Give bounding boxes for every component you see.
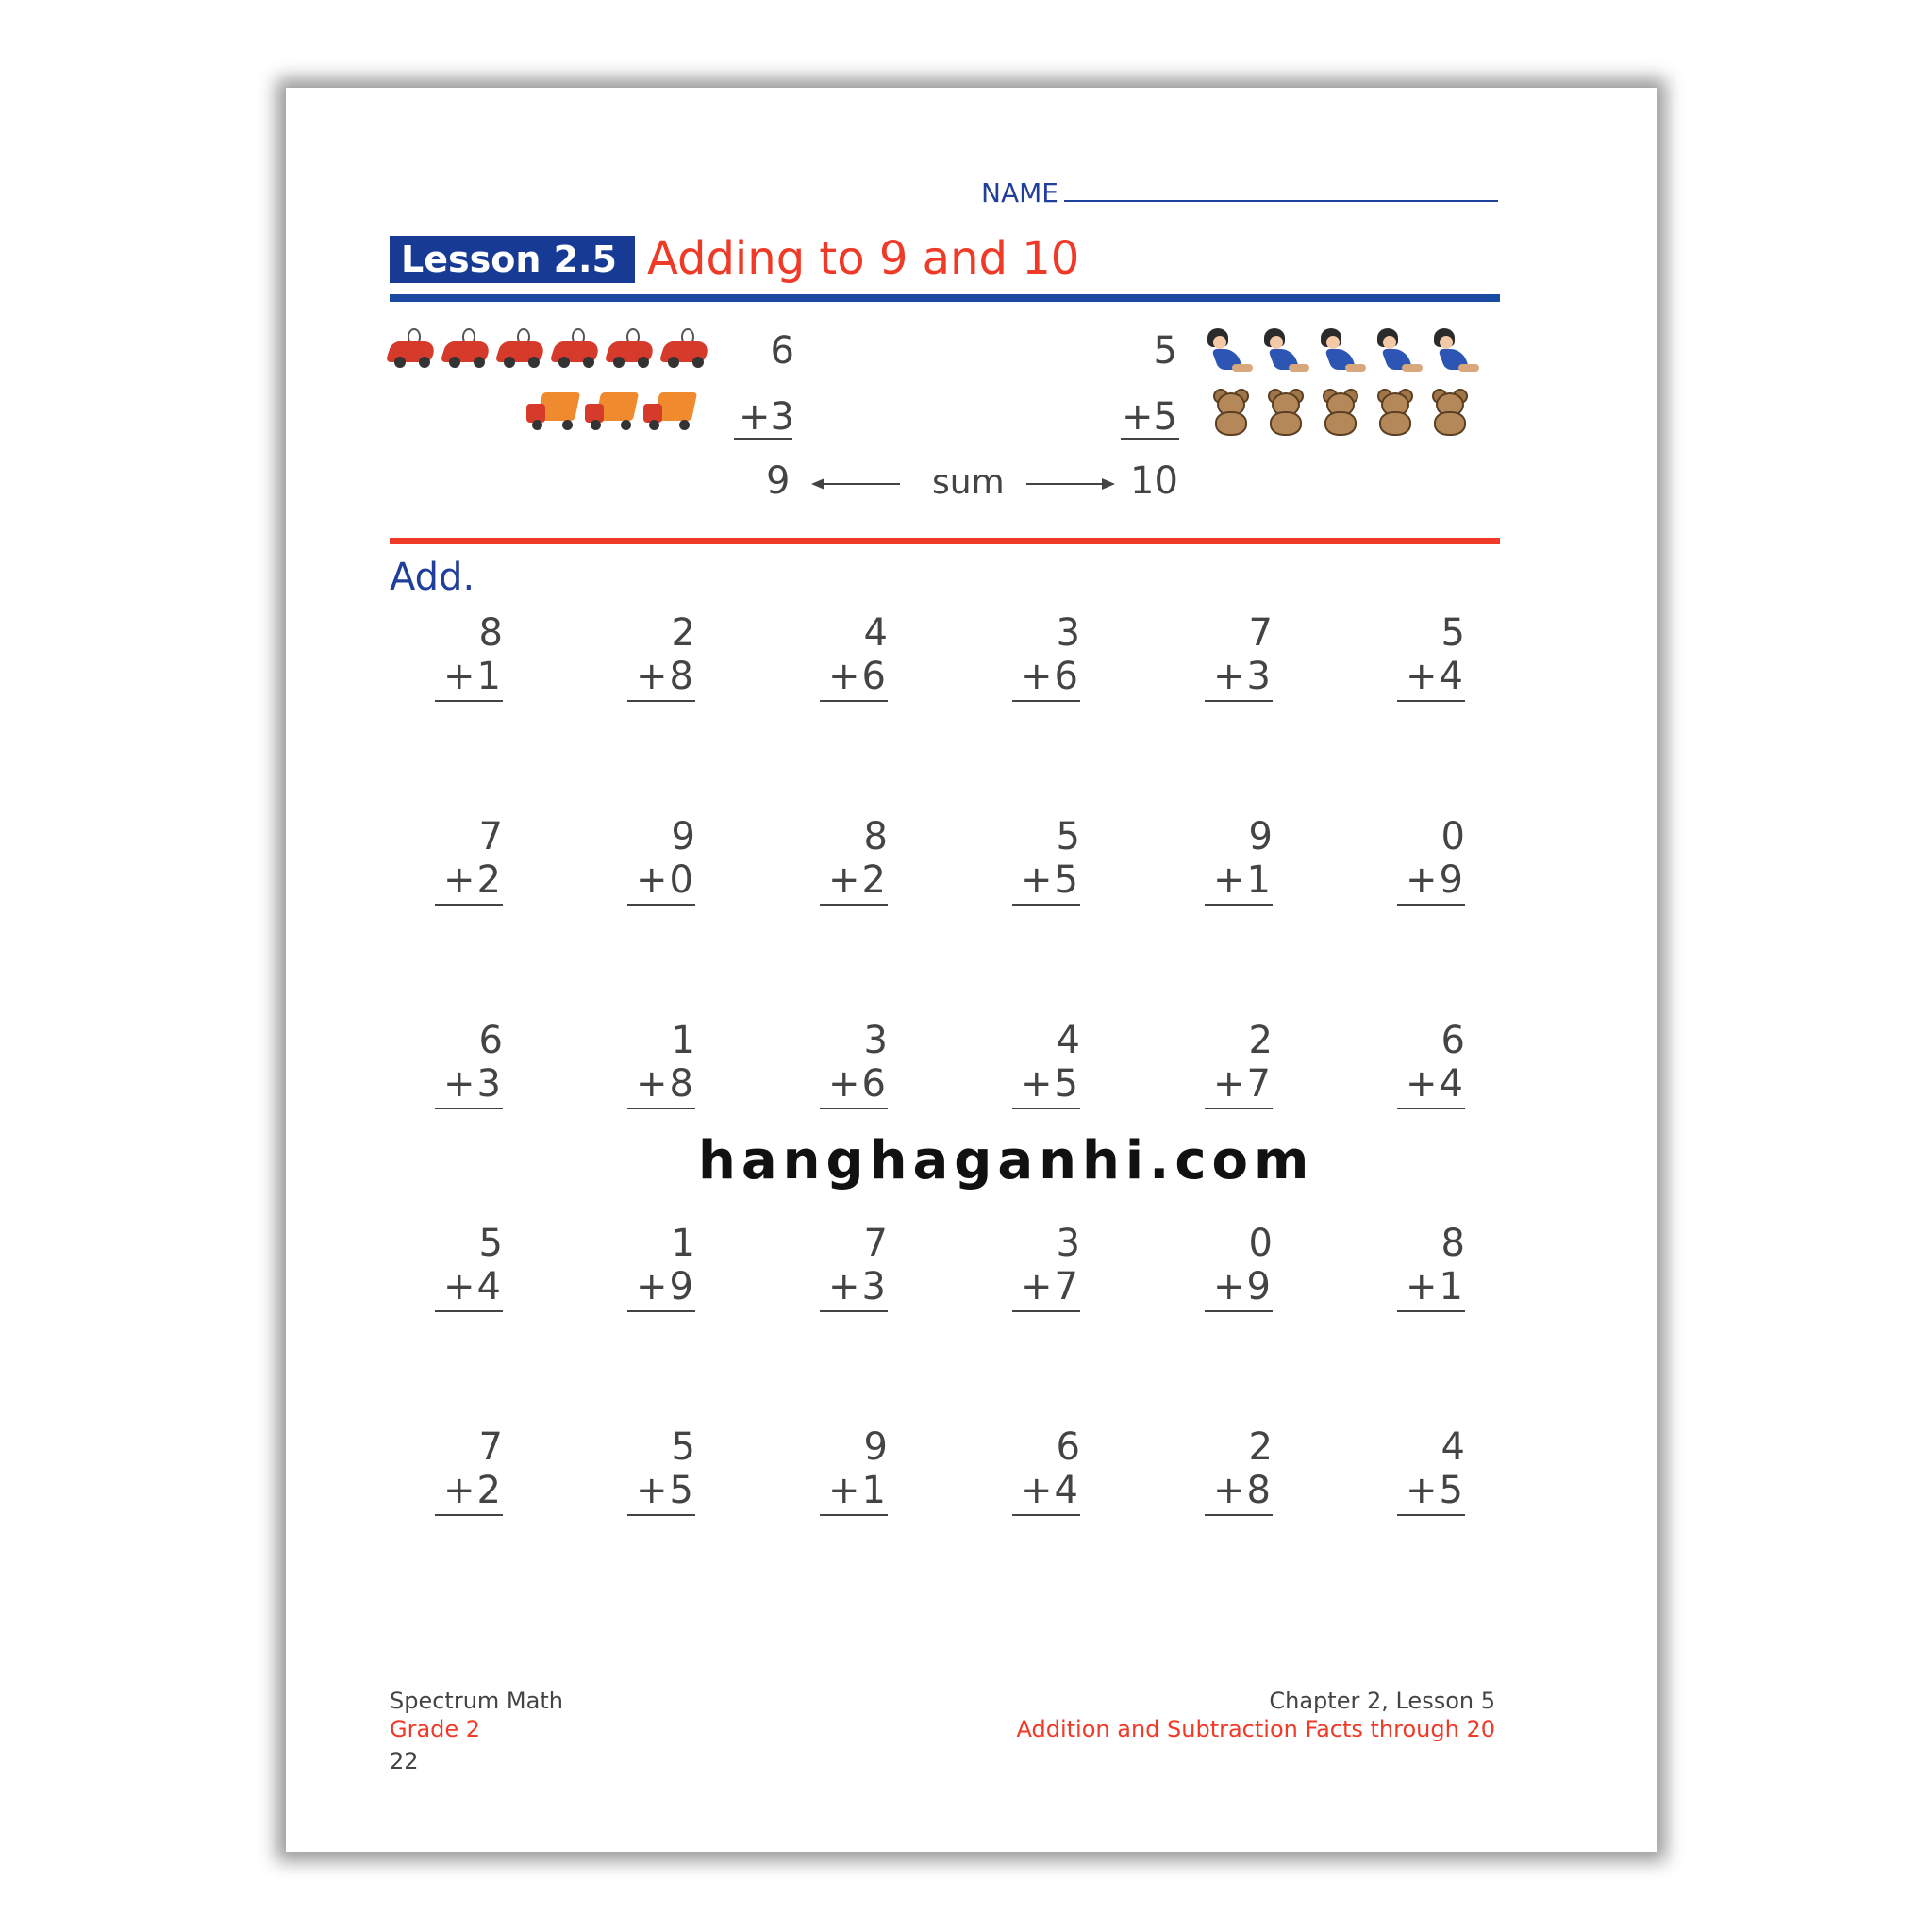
addition-problem [822,611,888,702]
doll-icon [1375,326,1426,375]
example-right-sum-line [1121,438,1179,440]
truck-icon [643,389,696,432]
problem-addend-bottom: +4 [1406,655,1465,698]
addition-problem [1207,815,1273,906]
watermark-text: hanghaganhi.com [698,1130,1315,1191]
answer-line[interactable] [1012,1108,1080,1109]
answer-line[interactable] [1012,1514,1080,1516]
problem-addend-bottom: +3 [1213,655,1273,698]
answer-line[interactable] [435,1310,503,1312]
example-left-bottom-number: +3 [739,395,794,439]
answer-line[interactable] [435,1514,503,1516]
answer-line[interactable] [1397,904,1465,906]
problem-addend-top: 9 [671,815,695,858]
problem-addend-bottom: +5 [636,1469,695,1512]
answer-line[interactable] [627,1514,695,1516]
problem-addend-top: 1 [671,1019,695,1062]
problem-addend-top: 6 [478,1019,503,1062]
example-right-top-number: 5 [1153,329,1177,373]
problem-addend-bottom: +2 [828,858,888,902]
example-left-sum: 9 [766,459,791,503]
truck-icons-row [526,389,696,432]
problem-addend-top: 4 [1056,1019,1080,1062]
lesson-title: Adding to 9 and 10 [647,232,1080,285]
problem-addend-top: 3 [1056,611,1080,655]
addition-problem [1399,1222,1465,1312]
addition-problem [1014,1019,1080,1109]
answer-line[interactable] [1012,700,1080,702]
problem-addend-top: 4 [1441,1425,1465,1469]
footer-chapter: Chapter 2, Lesson 5 [1269,1688,1495,1714]
problem-addend-bottom: +5 [1406,1469,1465,1512]
problem-addend-bottom: +1 [1406,1265,1465,1308]
car-icon [551,328,600,370]
header-divider [390,294,1500,302]
problem-addend-bottom: +0 [636,858,695,902]
teddy-bear-icons-row [1206,387,1474,436]
doll-icon [1432,326,1483,375]
problem-addend-top: 7 [863,1222,888,1265]
problem-addend-top: 5 [671,1425,695,1469]
addition-problem [1207,1425,1273,1516]
teddy-bear-icon [1260,387,1309,436]
car-icon [660,328,709,370]
footer-book-title: Spectrum Math [390,1688,563,1714]
answer-line[interactable] [820,904,888,906]
teddy-bear-icon [1370,387,1419,436]
answer-line[interactable] [627,1108,695,1109]
addition-problem [437,1222,503,1312]
problem-addend-top: 9 [863,1425,888,1469]
addition-problem [1207,611,1273,702]
addition-problem [822,1425,888,1516]
addition-problem [1014,1222,1080,1312]
addition-problem [1399,815,1465,906]
problem-addend-bottom: +9 [636,1265,695,1308]
car-icon [606,328,655,370]
footer-topic: Addition and Subtraction Facts through 20 [1016,1716,1495,1742]
problem-addend-bottom: +3 [828,1265,888,1308]
addition-problem [1399,1425,1465,1516]
answer-line[interactable] [820,1514,888,1516]
addition-problem [822,1019,888,1109]
answer-line[interactable] [820,1108,888,1109]
answer-line[interactable] [1205,700,1273,702]
answer-line[interactable] [627,904,695,906]
addition-problem [1399,611,1465,702]
problem-addend-top: 5 [478,1222,503,1265]
example-right-bottom-number: +5 [1122,395,1177,439]
addition-problem [822,1222,888,1312]
teddy-bear-icon [1315,387,1364,436]
problem-addend-top: 7 [1248,611,1273,655]
example-right-sum: 10 [1130,459,1178,503]
instruction-label: Add. [390,556,475,599]
problem-addend-top: 7 [478,1425,503,1469]
problem-addend-top: 0 [1248,1222,1273,1265]
problem-addend-bottom: +6 [828,655,888,698]
problem-addend-top: 7 [478,815,503,858]
teddy-bear-icon [1424,387,1474,436]
addition-problem [1014,611,1080,702]
name-label: NAME [981,177,1058,208]
doll-icon [1319,326,1370,375]
problem-addend-top: 9 [1248,815,1273,858]
car-icons-row [387,328,709,370]
answer-line[interactable] [820,700,888,702]
addition-problem [629,1019,695,1109]
addition-problem [1014,815,1080,906]
problem-addend-bottom: +6 [1021,655,1080,698]
addition-problem [629,815,695,906]
problem-addend-top: 6 [1056,1425,1080,1469]
addition-problem [1399,1019,1465,1109]
example-divider [390,538,1500,544]
problem-addend-top: 5 [1441,611,1465,655]
problem-addend-top: 1 [671,1222,695,1265]
addition-problem [437,611,503,702]
problem-addend-bottom: +8 [636,1062,695,1106]
car-icon [387,328,436,370]
problem-addend-top: 2 [1248,1425,1273,1469]
addition-problem [629,1222,695,1312]
problem-addend-bottom: +1 [443,655,503,698]
answer-line[interactable] [627,700,695,702]
problem-addend-bottom: +4 [1021,1469,1080,1512]
problem-addend-top: 4 [863,611,888,655]
problem-addend-bottom: +8 [636,655,695,698]
teddy-bear-icon [1206,387,1255,436]
problem-addend-top: 8 [1441,1222,1465,1265]
answer-line[interactable] [1205,1108,1273,1109]
problem-addend-top: 8 [478,611,503,655]
problem-addend-bottom: +5 [1021,1062,1080,1106]
example-left-top-number: 6 [770,329,794,373]
addition-problem [1207,1222,1273,1312]
addition-problem [1014,1425,1080,1516]
addition-problem [629,1425,695,1516]
problem-addend-bottom: +1 [828,1469,888,1512]
right-arrow [1026,483,1113,485]
doll-icon [1206,326,1257,375]
problem-addend-top: 3 [1056,1222,1080,1265]
problem-addend-top: 2 [671,611,695,655]
problem-addend-bottom: +8 [1213,1469,1273,1512]
problem-addend-bottom: +7 [1021,1265,1080,1308]
page-number: 22 [390,1748,419,1774]
addition-problem [629,611,695,702]
problem-addend-bottom: +4 [1406,1062,1465,1106]
addition-problem [437,1425,503,1516]
answer-line[interactable] [1397,1514,1465,1516]
addition-problem [437,1019,503,1109]
problem-addend-bottom: +9 [1213,1265,1273,1308]
answer-line[interactable] [1205,1514,1273,1516]
problem-addend-top: 2 [1248,1019,1273,1062]
answer-line[interactable] [1012,1310,1080,1312]
problem-addend-bottom: +1 [1213,858,1273,902]
answer-line[interactable] [435,904,503,906]
answer-line[interactable] [1012,904,1080,906]
answer-line[interactable] [1397,1310,1465,1312]
problem-addend-bottom: +5 [1021,858,1080,902]
problem-addend-top: 0 [1441,815,1465,858]
name-write-line[interactable] [1064,200,1498,202]
problem-addend-bottom: +2 [443,858,503,902]
doll-icons-row [1206,326,1483,375]
doll-icon [1262,326,1313,375]
footer-grade: Grade 2 [390,1716,481,1742]
sum-label: sum [932,463,1005,502]
problem-addend-top: 5 [1056,815,1080,858]
answer-line[interactable] [435,1108,503,1109]
problem-addend-bottom: +6 [828,1062,888,1106]
problem-addend-bottom: +4 [443,1265,503,1308]
addition-problem [822,815,888,906]
problem-addend-top: 6 [1441,1019,1465,1062]
truck-icon [585,389,638,432]
example-left-sum-line [734,438,792,440]
answer-line[interactable] [627,1310,695,1312]
problem-addend-top: 3 [863,1019,888,1062]
truck-icon [526,389,579,432]
answer-line[interactable] [820,1310,888,1312]
answer-line[interactable] [1205,904,1273,906]
car-icon [496,328,545,370]
answer-line[interactable] [435,700,503,702]
addition-problem [1207,1019,1273,1109]
answer-line[interactable] [1397,1108,1465,1109]
answer-line[interactable] [1397,700,1465,702]
left-arrow [813,483,900,485]
addition-problem [437,815,503,906]
problem-addend-bottom: +2 [443,1469,503,1512]
problem-addend-bottom: +9 [1406,858,1465,902]
answer-line[interactable] [1205,1310,1273,1312]
car-icon [441,328,491,370]
problem-addend-bottom: +3 [443,1062,503,1106]
lesson-badge: Lesson 2.5 [390,236,635,283]
problem-addend-bottom: +7 [1213,1062,1273,1106]
problem-addend-top: 8 [863,815,888,858]
